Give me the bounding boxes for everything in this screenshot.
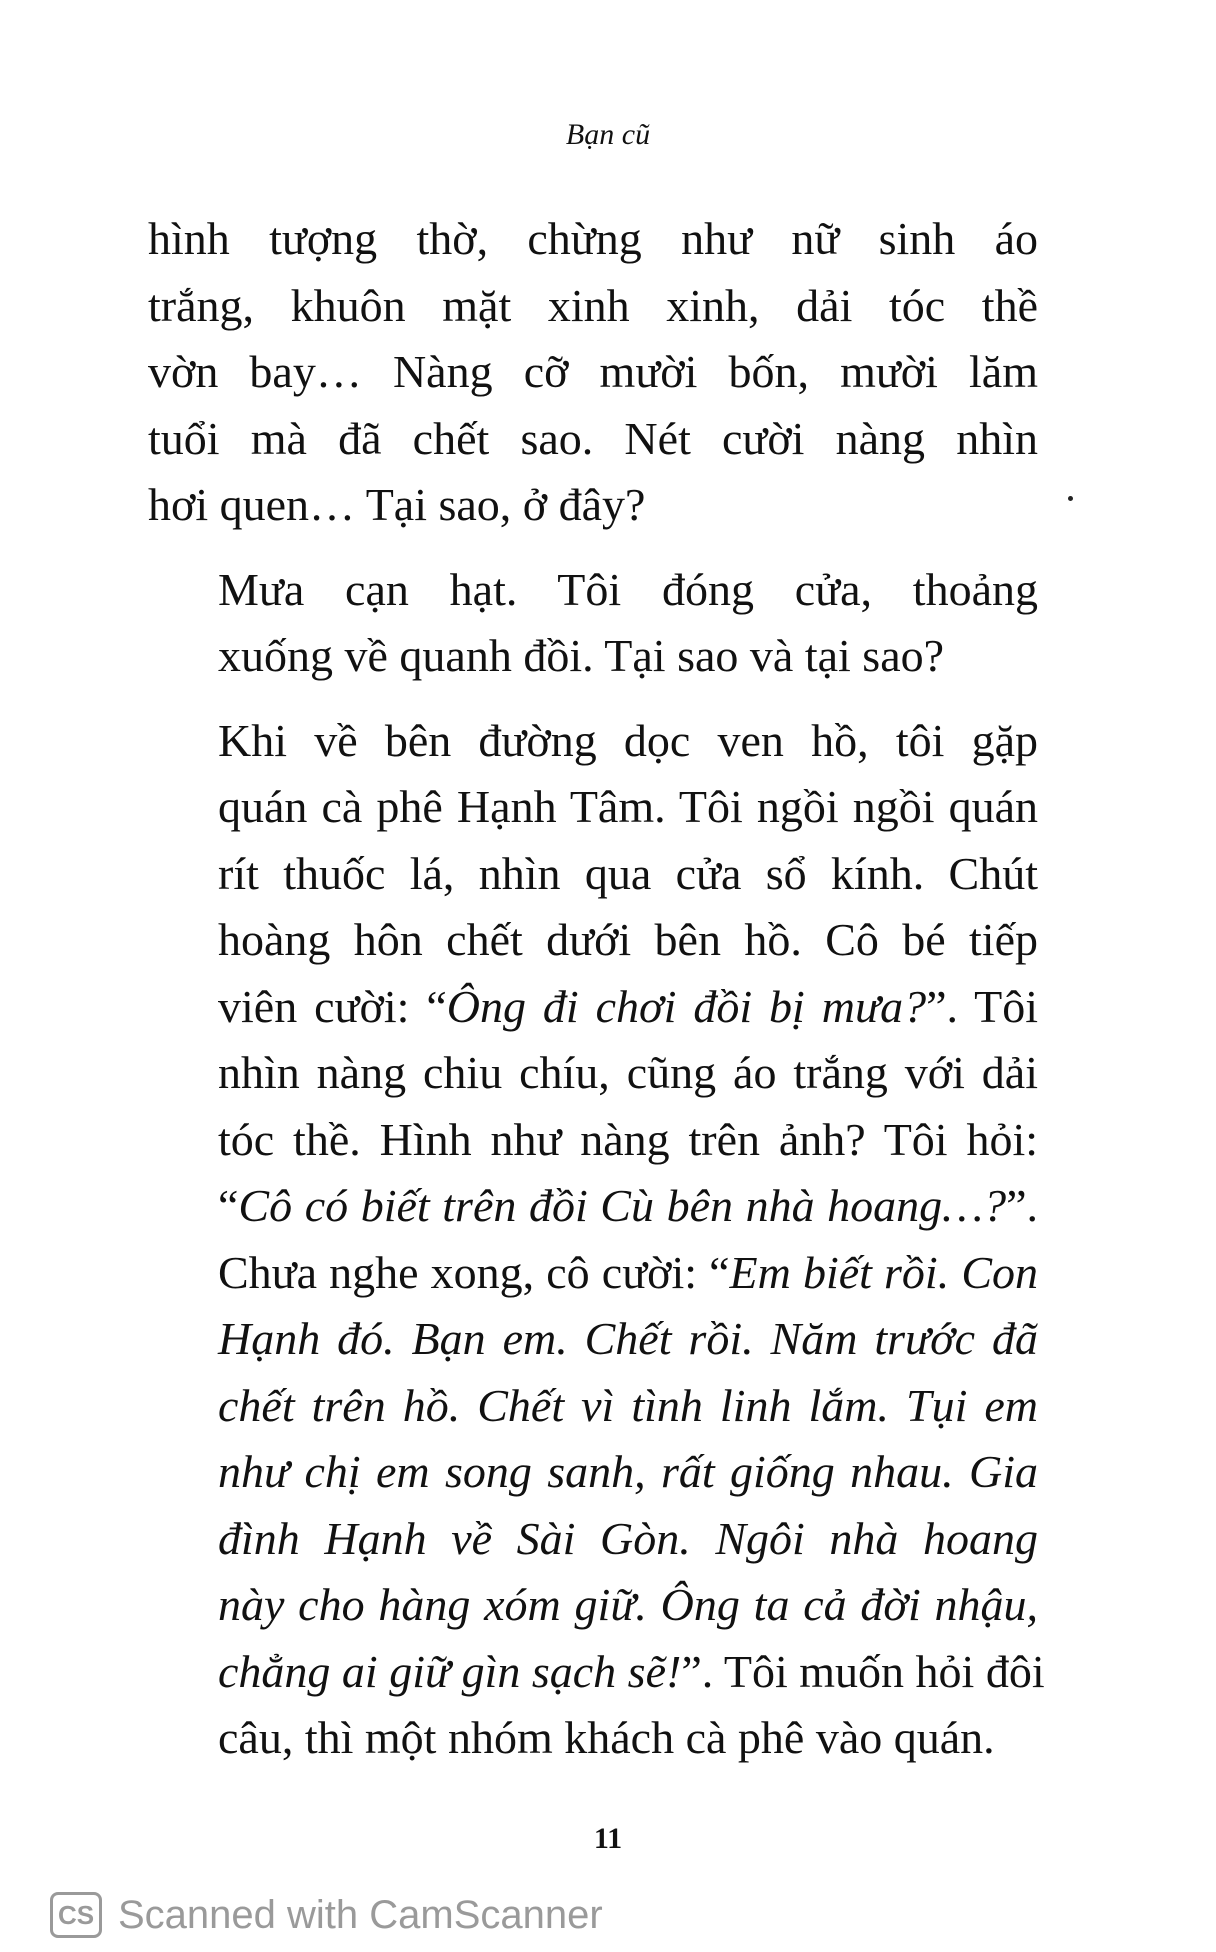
text-run: “ [218, 1180, 239, 1231]
text-run: rít thuốc lá, nhìn qua cửa sổ kính. Chút [218, 847, 1038, 899]
text-run: Chưa nghe xong, cô cười: “ [218, 1246, 730, 1298]
text-run: quán cà phê Hạnh Tâm. Tôi ngồi ngồi quán [218, 781, 1038, 832]
text-run: tuổi mà đã chết sao. Nét cười nàng nhìn [148, 412, 1038, 464]
body-text [148, 206, 1045, 1772]
text-line [218, 974, 1038, 1041]
italic-run: Cô có biết trên đồi Cù bên nhà hoang…? [238, 1180, 1007, 1231]
text-run: xuống về quanh đồi. Tại sao và tại sao? [218, 630, 945, 681]
text-run: tóc thề. Hình như nàng trên ảnh? Tôi hỏi: [218, 1113, 1038, 1165]
italic-run: Ông đi chơi đồi bị mưa? [446, 980, 927, 1032]
text-line [218, 1173, 1038, 1240]
paragraph-2 [148, 557, 1038, 690]
italic-run: đình Hạnh về Sài Gòn. Ngôi nhà hoang [218, 1512, 1038, 1564]
watermark-text: Scanned with CamScanner [118, 1892, 603, 1937]
text-run: viên cười: “ [218, 980, 447, 1032]
italic-run: chẳng ai giữ gìn sạch sẽ! [218, 1645, 682, 1697]
camscanner-watermark [50, 1888, 603, 1942]
text-run: ”. [1006, 1180, 1038, 1231]
paragraph-1 [148, 206, 1038, 539]
text-line [218, 1306, 1038, 1373]
text-run: hình tượng thờ, chừng như nữ sinh áo [148, 213, 1038, 264]
text-run: trắng, khuôn mặt xinh xinh, dải tóc thề [148, 279, 1038, 331]
italic-run: chết trên hồ. Chết vì tình linh lắm. Tụi em [218, 1379, 1038, 1431]
text-run: nhìn nàng chiu chíu, cũng áo trắng với dải [218, 1047, 1038, 1098]
italic-run: như chị em song sanh, rất giống nhau. Gia [218, 1446, 1038, 1497]
italic-run: Em biết rồi. Con [729, 1246, 1038, 1298]
text-line [218, 907, 1038, 974]
text-line [218, 1705, 1038, 1772]
text-line [218, 841, 1038, 908]
text-line [218, 1439, 1038, 1506]
text-line [218, 1240, 1038, 1307]
text-line [218, 1107, 1038, 1174]
text-run: hơi quen… Tại sao, ở đây? [148, 479, 646, 530]
text-line [148, 406, 1038, 473]
text-run: ”. Tôi muốn hỏi đôi [681, 1645, 1045, 1697]
italic-run: Hạnh đó. Bạn em. Chết rồi. Năm trước đã [218, 1313, 1038, 1364]
text-line [148, 472, 1038, 539]
text-run: ”. Tôi [926, 980, 1039, 1032]
text-line [148, 339, 1038, 406]
paragraph-3 [148, 708, 1045, 1772]
text-line [218, 1373, 1038, 1440]
text-run: vờn bay… Nàng cỡ mười bốn, mười lăm [148, 346, 1038, 397]
text-line [218, 774, 1038, 841]
running-head: Bạn cũ [565, 118, 651, 151]
text-run: Khi về bên đường dọc ven hồ, tôi gặp [218, 714, 1038, 766]
text-line [218, 623, 1038, 690]
text-line [218, 1040, 1038, 1107]
text-line [218, 1572, 1038, 1639]
text-run: Mưa cạn hạt. Tôi đóng cửa, thoảng [218, 563, 1038, 615]
page-number: 11 [593, 1822, 623, 1855]
scan-speck [1068, 496, 1073, 501]
text-line [148, 273, 1038, 340]
text-run: hoàng hôn chết dưới bên hồ. Cô bé tiếp [218, 914, 1038, 965]
text-line [218, 1506, 1038, 1573]
camscanner-logo-icon: CS [50, 1892, 102, 1938]
text-run: câu, thì một nhóm khách cà phê vào quán. [218, 1712, 995, 1763]
text-line [218, 557, 1038, 624]
text-line [218, 1639, 1045, 1706]
text-line [218, 708, 1038, 775]
italic-run: này cho hàng xóm giữ. Ông ta cả đời nhậu, [218, 1579, 1038, 1630]
text-line [148, 206, 1038, 273]
